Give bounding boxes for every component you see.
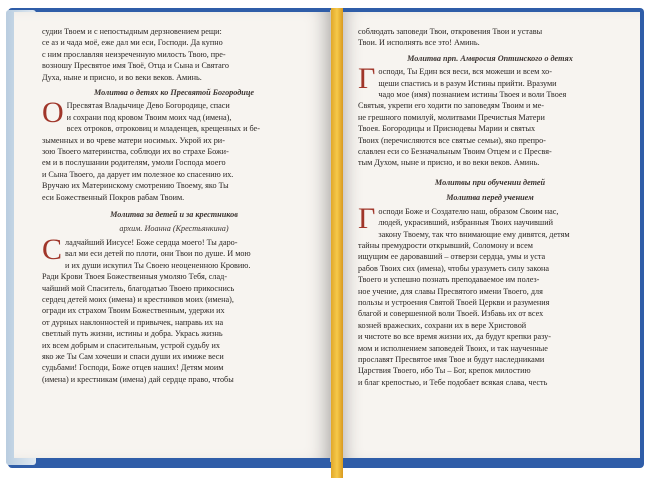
text-line: благой и совершенной воли Твоей. Избавь их от всех	[358, 309, 544, 319]
text-line: сердец детей моих (имена) и крестников моих (имена),	[42, 294, 234, 304]
right-page	[340, 12, 640, 458]
text-line: щеши спастись и в разум Истины прийти. Вразуми	[378, 78, 557, 88]
text-line: еси Божественный Покров рабам Твоим.	[42, 192, 185, 202]
text-line: прославят Пресвятое имя Твое и будут наследниками	[358, 354, 545, 364]
text-line: Ради Крови Твоея Божественныя умоляю Тебя, слад-	[42, 272, 228, 282]
drop-cap: Г	[358, 62, 376, 96]
text-line: судьбами! Господи, Боже отцев наших! Детям моим	[42, 363, 224, 373]
text-line: и сохрани под кровом Твоим моих чад (имена),	[66, 112, 232, 122]
text-line: Твоих (перечисляются все святые семьи), яко препро-	[358, 135, 546, 145]
text-line: не грешного помилуй, молитвами Пречистыя Матери	[358, 112, 545, 122]
text-line: (имена) и крестникам (имена) дай сердце право, чтобы	[42, 374, 234, 384]
left-intro-text	[42, 26, 306, 83]
prayer-heading-before-learning: Молитва перед учением	[446, 193, 534, 203]
text-line: светлый путь жизни, истины и добра. Укрась жизнь	[42, 329, 223, 339]
text-line: рабов Твоих сих (имена), чтобы уразуметь силу закона	[358, 263, 550, 273]
prayer-text-ambrose	[358, 62, 622, 169]
text-line: мом и исполнением заповедей Твоих, и так наученные	[358, 343, 548, 353]
text-line: козней вражеских, сохрани их в вере Христовой	[358, 320, 527, 330]
text-line: осподи, Ты Един вся веси, вся можеши и всем хо-	[378, 67, 552, 77]
text-line: ищущим ее даровавший – отверзи сердца, умы и уста	[358, 252, 546, 262]
left-page-column	[42, 26, 306, 452]
prayer-heading-ambrose: Молитва прп. Амвросия Оптинского о детях	[407, 53, 573, 63]
text-line: тым Духом, ныне и присно, и во веки веков. Аминь.	[358, 158, 540, 168]
text-line: соблюдать заповеди Твои, откровения Твои и уставы	[358, 27, 543, 36]
drop-cap: Г	[358, 201, 376, 235]
text-line: Царствия Твоего, ибо Ты – Бог, крепок милостию	[358, 366, 531, 376]
text-line: Духа, ныне и присно, и во веки веков. Аминь.	[42, 72, 202, 82]
text-line: Твоея. Богородицы и Приснодевы Марии и святых	[358, 124, 536, 134]
prayer-heading-theotokos: Молитва о детях ко Пресвятой Богородице	[93, 88, 255, 98]
prayer-text-theotokos	[42, 96, 306, 203]
text-line: чайший мой Спаситель, благодатью Твоею прикоснись	[42, 283, 235, 293]
text-line: судии Твоем и с непостыдным дерзновением рещи:	[42, 27, 222, 36]
section-heading-learning: Молитвы при обучении детей	[434, 177, 546, 187]
drop-cap: С	[42, 232, 63, 266]
text-line: Пресвятая Владычице Дево Богородице, спаси	[66, 101, 230, 111]
prayer-subheading-author: архим. Иоанна (Крестьянкина)	[119, 223, 229, 233]
text-line: Твои. И исполнять все это! Аминь.	[358, 38, 480, 48]
text-line: се аз и чада моё, еже дал ми еси, Господи. Да купно	[42, 38, 223, 48]
text-line: и Сына Твоего, да дарует им полезное ко спасению их.	[42, 169, 234, 179]
left-page	[14, 12, 332, 458]
text-line: тайны премудрости открывший, Соломону и всем	[358, 240, 533, 250]
text-line: ладчайший Иисусе! Боже сердца моего! Ты даро-	[65, 237, 238, 247]
text-line: людей, украсивший, избранныя Твоих научивший	[378, 218, 553, 228]
text-line: ем и в послушании родителям, умоли Господа моего	[42, 158, 226, 168]
text-line: закону Твоему, так что внимающие ему дивятся, детям	[378, 229, 570, 239]
text-line: зыменных и во чреве матери носимых. Укрой их ри-	[42, 135, 225, 145]
text-line: Твоего и успешно познать преподаваемое им полез-	[358, 275, 540, 285]
text-line: Святыя, укрепи его ходити по заповедям Твоим и ме-	[358, 101, 544, 111]
prayer-heading-godchildren: Молитва за детей и за крестников	[110, 210, 238, 220]
text-line: и чистоте во все время жизни их, да будут крепки разу-	[358, 332, 551, 342]
text-line: всех отроков, отроковиц и младенцев, крещенных и бе-	[66, 124, 260, 134]
text-line: осподи Боже и Создателю наш, образом Своим нас,	[378, 206, 559, 216]
text-line: славлен еси со Безначальным Твоим Отцем и с Пресвя-	[358, 147, 552, 157]
text-line: огради их страхом Твоим Божественным, удержи их	[42, 306, 225, 316]
prayer-text-godchildren	[42, 232, 306, 385]
text-line: Вручаю их Материнскому смотрению Твоему, яко Ты	[42, 181, 229, 191]
text-line: чадо мое (имя) познанием истины Твоея и воли Твоея	[378, 90, 567, 100]
text-line: зою Твоего материнства, соблюди их во страхе Божи-	[42, 147, 229, 157]
drop-cap: О	[42, 96, 64, 130]
bookmark-ribbon	[331, 8, 343, 478]
text-line: вал ми еси детей по плоти, они Твои по душе. И мою	[65, 249, 251, 259]
text-line: их всем добрым и спасительным, устрой судьбу их	[42, 340, 220, 350]
text-line: и их души искупил Ты Своею неоцененною Кровию.	[65, 260, 251, 270]
text-line: яко же Ты Сам хочеши и спаси души их имиже веси	[42, 351, 224, 361]
text-line: пользы и устроения Святой Твоей Церкви и разумения	[358, 297, 550, 307]
text-line: и благ крепостью, и Тебе подобает всякая слава, честь	[358, 377, 548, 387]
right-intro-text	[358, 26, 622, 49]
text-line: с ним прославляя неизреченную милость Твою, пре-	[42, 49, 226, 59]
right-page-column	[358, 26, 622, 452]
prayer-text-before-learning	[358, 201, 622, 389]
text-line: возношу Пресвятое имя Твоё, Отца и Сына и Святаго	[42, 61, 229, 71]
text-line: от дурных наклонностей и привычек, направь их на	[42, 317, 224, 327]
text-line: ное учение, для славы Пресвятого имени Твоего, для	[358, 286, 543, 296]
